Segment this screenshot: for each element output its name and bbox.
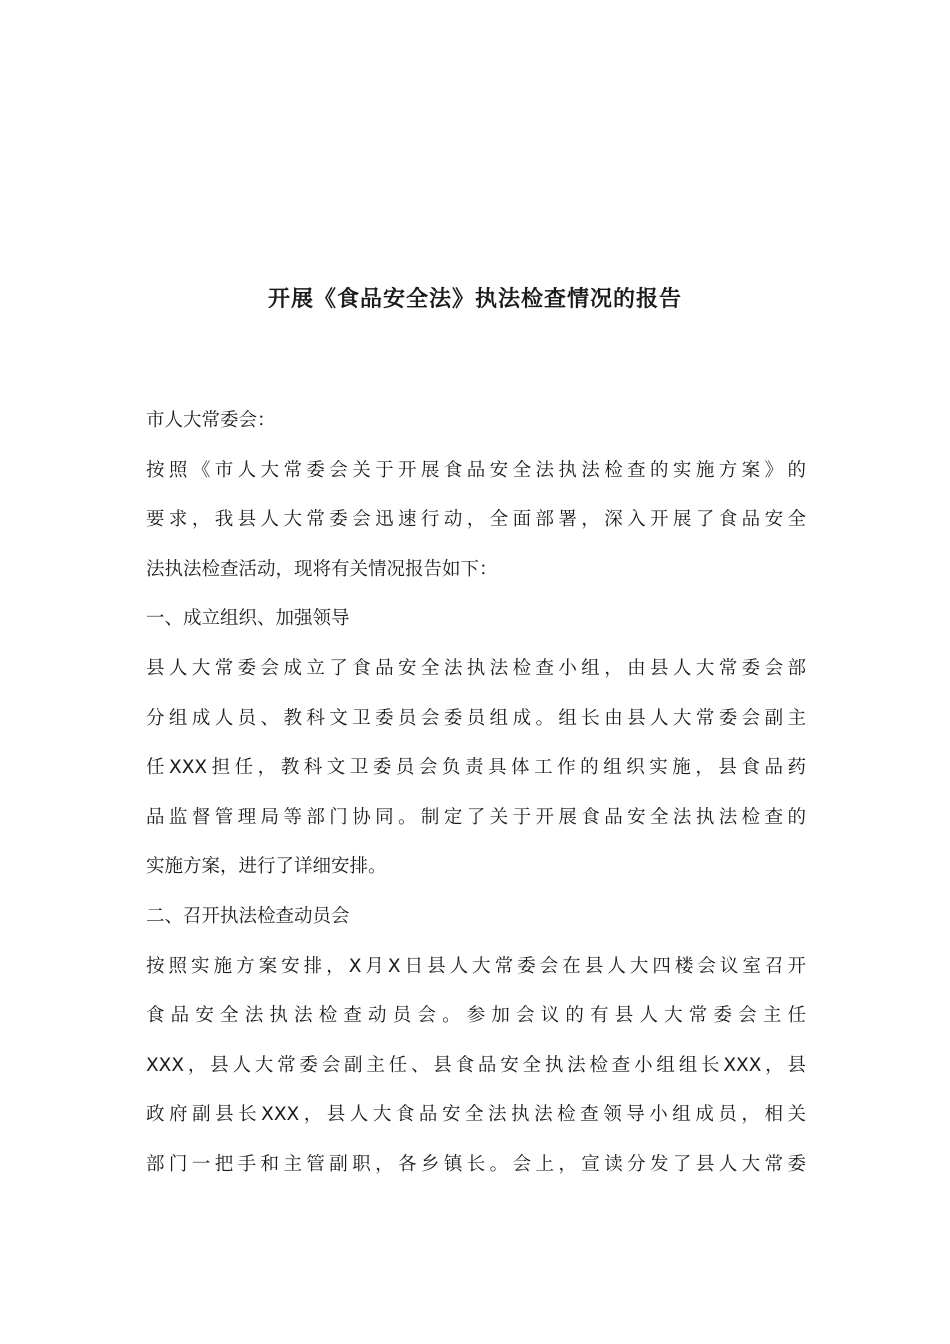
paragraph-line: 法执法检查活动，现将有关情况报告如下： — [146, 558, 498, 580]
paragraph-line: 按照《市人大常委会关于开展食品安全法执法检查的实施方案》的 — [146, 459, 806, 481]
section-heading: 一、成立组织、加强领导 — [146, 608, 350, 630]
paragraph-line: 按照实施方案安排，X月X日县人大常委会在县人大四楼会议室召开 — [146, 955, 806, 977]
paragraph-line: XXX，县人大常委会副主任、县食品安全执法检查小组组长XXX，县 — [146, 1054, 806, 1076]
paragraph-line: 县人大常委会成立了食品安全法执法检查小组，由县人大常委会部 — [146, 657, 806, 679]
section-heading: 二、召开执法检查动员会 — [146, 905, 350, 927]
paragraph-line: 分组成人员、教科文卫委员会委员组成。组长由县人大常委会副主 — [146, 707, 806, 729]
paragraph-line: 品监督管理局等部门协同。制定了关于开展食品安全法执法检查的 — [146, 806, 806, 828]
paragraph-line: 食品安全法执法检查动员会。参加会议的有县人大常委会主任 — [146, 1005, 806, 1027]
salutation-line: 市人大常委会： — [146, 410, 276, 431]
document-body — [146, 396, 806, 1190]
paragraph-line: 政府副县长XXX，县人大食品安全法执法检查领导小组成员，相关 — [146, 1104, 806, 1126]
paragraph-line: 要求，我县人大常委会迅速行动，全面部署，深入开展了食品安全 — [146, 509, 806, 531]
paragraph-line: 实施方案，进行了详细安排。 — [146, 856, 387, 878]
document-title: 开展《食品安全法》执法检查情况的报告 — [267, 287, 682, 312]
paragraph-line: 任XXX担任，教科文卫委员会负责具体工作的组织实施，县食品药 — [146, 757, 806, 779]
paragraph-line: 部门一把手和主管副职，各乡镇长。会上，宣读分发了县人大常委 — [146, 1153, 806, 1175]
